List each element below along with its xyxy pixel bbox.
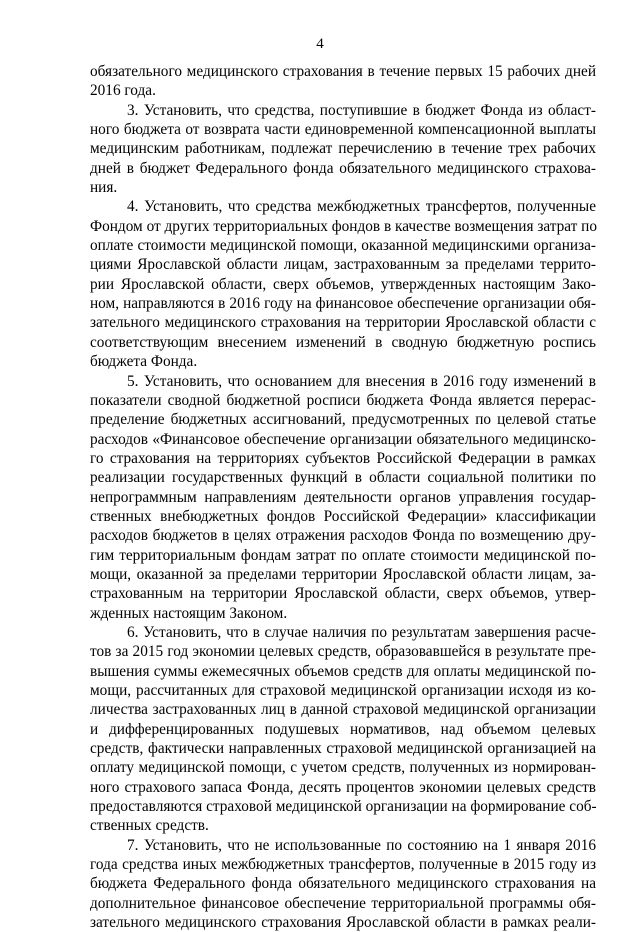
text-line: мощи, оказанной за пределами территории Ярославской области лицам, за- xyxy=(90,565,596,583)
text-line: года средства иных межбюджетных трансфертов, полученные в 2015 году из xyxy=(90,856,596,874)
text-line: ного страхового запаса Фонда, десять процентов экономии целевых средств xyxy=(90,778,596,796)
text-line: ственных внебюджетных фондов Российской Федерации» классификации xyxy=(90,507,596,525)
document-body xyxy=(90,62,596,932)
text-line: 3. Установить, что средства, поступившие в бюджет Фонда из област- xyxy=(127,101,596,119)
text-line: ственных средств. xyxy=(90,817,209,835)
page-number: 4 xyxy=(316,36,324,52)
text-line: реализации государственных функций в области социальной политики по xyxy=(90,469,596,487)
text-line: гим территориальным фондам затрат по оплате стоимости медицинской по- xyxy=(90,546,596,564)
text-line: жденных настоящим Законом. xyxy=(90,604,288,622)
text-line: го страхования на территориях субъектов Российской Федерации в рамках xyxy=(90,449,596,467)
text-line: вышения суммы ежемесячных объемов средств для оплаты медицинской по- xyxy=(90,662,596,680)
text-line: оплату медицинской помощи, с учетом средств, полученных из нормирован- xyxy=(90,759,596,777)
text-line: рии Ярославской области, сверх объемов, утвержденных настоящим Зако- xyxy=(90,275,596,293)
paragraph-item-5 xyxy=(90,372,596,623)
paragraph-continuation xyxy=(90,62,596,101)
text-line: расходов «Финансовое обеспечение организации обязательного медицинско- xyxy=(90,430,596,448)
text-line: показатели сводной бюджетной росписи бюджета Фонда является перерас- xyxy=(90,391,596,409)
text-line: бюджета Фонда. xyxy=(90,353,198,371)
text-line: средств, фактически направленных страховой медицинской организацией на xyxy=(90,740,596,758)
text-line: ном, направляются в 2016 году на финансовое обеспечение организации обя- xyxy=(90,295,596,313)
paragraph-item-4 xyxy=(90,197,596,371)
paragraph-item-6 xyxy=(90,623,596,836)
text-line: оплате стоимости медицинской помощи, оказанной медицинскими организа- xyxy=(90,237,596,255)
text-line: циями Ярославской области лицам, застрахованным за пределами террито- xyxy=(90,256,596,274)
text-line: зательного медицинского страхования на территории Ярославской области с xyxy=(90,314,596,332)
paragraph-item-7 xyxy=(90,836,596,932)
text-line: зательного медицинского страхования Ярославской области в рамках реали- xyxy=(90,914,596,932)
text-line: и дифференцированных подушевых нормативов, над объемом целевых xyxy=(90,720,596,738)
text-line: расходов бюджетов в целях отражения расходов Фонда по возмещению дру- xyxy=(90,527,596,545)
text-line: предоставляются страховой медицинской организации на формирование соб- xyxy=(90,798,597,816)
text-line: дополнительное финансовое обеспечение территориальной программы обя- xyxy=(90,894,596,912)
text-line: ния. xyxy=(90,179,118,197)
text-line: соответствующим внесением изменений в сводную бюджетную роспись xyxy=(90,333,596,351)
text-line: 4. Установить, что средства межбюджетных трансфертов, полученные xyxy=(127,198,596,216)
text-line: ного бюджета от возврата части единовременной компенсационной выплаты xyxy=(90,121,596,139)
paragraph-item-3 xyxy=(90,101,596,198)
text-line: обязательного медицинского страхования в течение первых 15 рабочих дней xyxy=(90,63,596,80)
text-line: непрограммным направлениям деятельности органов управления государ- xyxy=(90,488,596,506)
text-line: 2016 года. xyxy=(90,82,156,100)
text-line: Фондом от других территориальных фондов в качестве возмещения затрат по xyxy=(90,217,598,235)
text-line: личества застрахованных лиц в данной страховой медицинской организации xyxy=(90,701,596,719)
text-line: дней в бюджет Федерального фонда обязательного медицинского страхова- xyxy=(90,159,596,177)
text-line: 6. Установить, что в случае наличия по результатам завершения расче- xyxy=(127,623,596,641)
text-line: тов за 2015 год экономии целевых средств, образовавшейся в результате пре- xyxy=(90,643,596,661)
text-line: 7. Установить, что не использованные по состоянию на 1 января 2016 xyxy=(127,836,596,854)
text-line: 5. Установить, что основанием для внесения в 2016 году изменений в xyxy=(127,372,596,390)
text-line: страхованным на территории Ярославской области, сверх объемов, утвер- xyxy=(90,585,596,603)
text-line: бюджета Федерального фонда обязательного медицинского страхования на xyxy=(90,875,596,893)
text-line: пределение бюджетных ассигнований, предусмотренных по целевой статье xyxy=(90,411,596,429)
text-line: медицинским работникам, подлежат перечислению в течение трех рабочих xyxy=(90,140,596,158)
text-line: мощи, рассчитанных для страховой медицинской организации исходя из ко- xyxy=(90,682,596,699)
